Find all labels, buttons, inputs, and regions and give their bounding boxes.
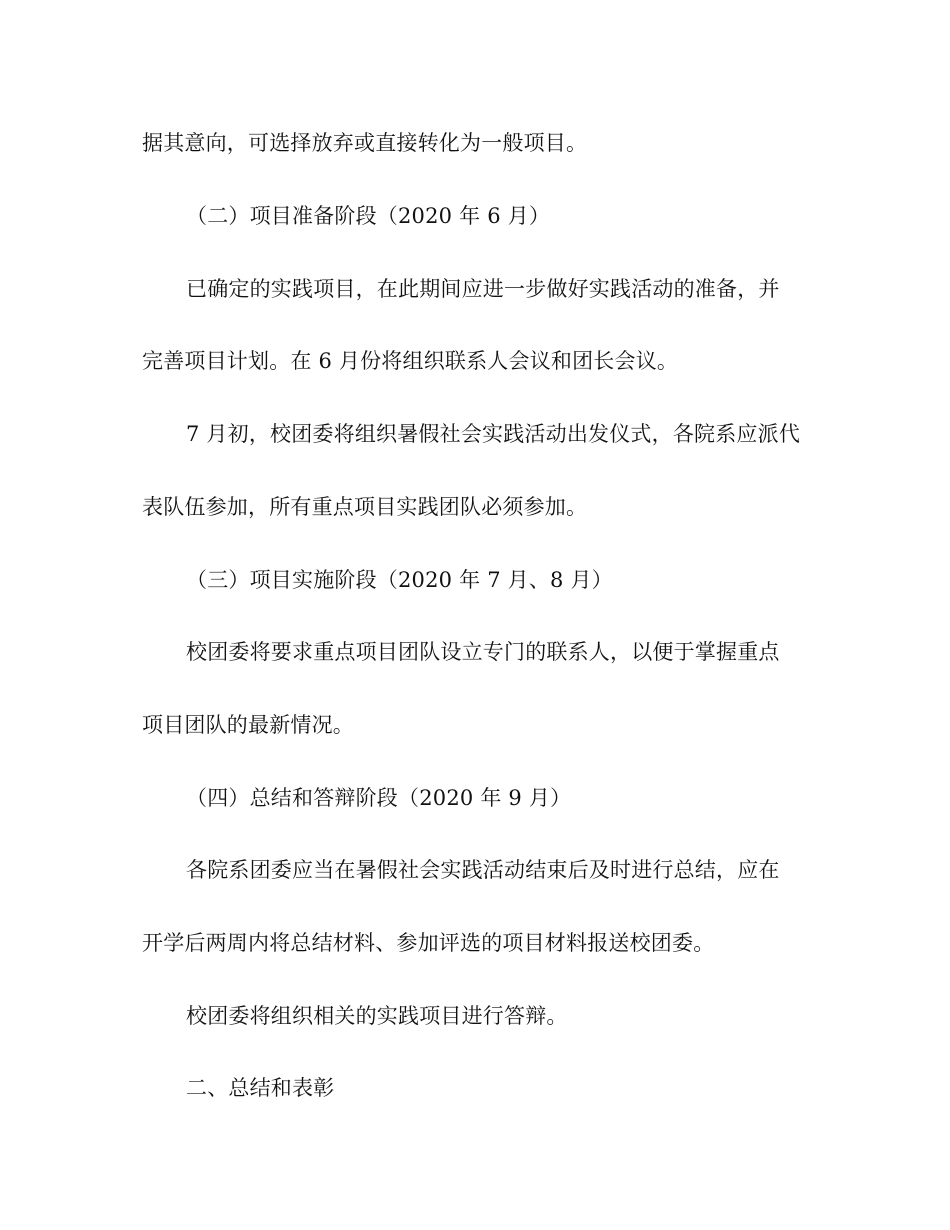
paragraph-line: 校团委将要求重点项目团队设立专门的联系人，以便于掌握重点 xyxy=(186,640,780,664)
paragraph-line: 项目团队的最新情况。 xyxy=(142,713,354,737)
section-heading: （四）总结和答辩阶段（2020 年 9 月） xyxy=(186,786,572,810)
section-heading: 二、总结和表彰 xyxy=(186,1076,335,1100)
paragraph-line: 7 月初，校团委将组织暑假社会实践活动出发仪式，各院系应派代 xyxy=(186,422,801,446)
paragraph-line: 已确定的实践项目，在此期间应进一步做好实践活动的准备，并 xyxy=(186,277,780,301)
paragraph-line: 据其意向，可选择放弃或直接转化为一般项目。 xyxy=(142,131,588,155)
paragraph-line: 各院系团委应当在暑假社会实践活动结束后及时进行总结，应在 xyxy=(186,858,780,882)
paragraph-line: 表队伍参加，所有重点项目实践团队必须参加。 xyxy=(142,495,588,519)
section-heading: （三）项目实施阶段（2020 年 7 月、8 月） xyxy=(186,568,613,592)
paragraph-line: 开学后两周内将总结材料、参加评选的项目材料报送校团委。 xyxy=(142,931,715,955)
paragraph-line: 完善项目计划。在 6 月份将组织联系人会议和团长会议。 xyxy=(142,349,679,373)
paragraph-line: 校团委将组织相关的实践项目进行答辩。 xyxy=(186,1004,568,1028)
section-heading: （二）项目准备阶段（2020 年 6 月） xyxy=(186,204,551,228)
